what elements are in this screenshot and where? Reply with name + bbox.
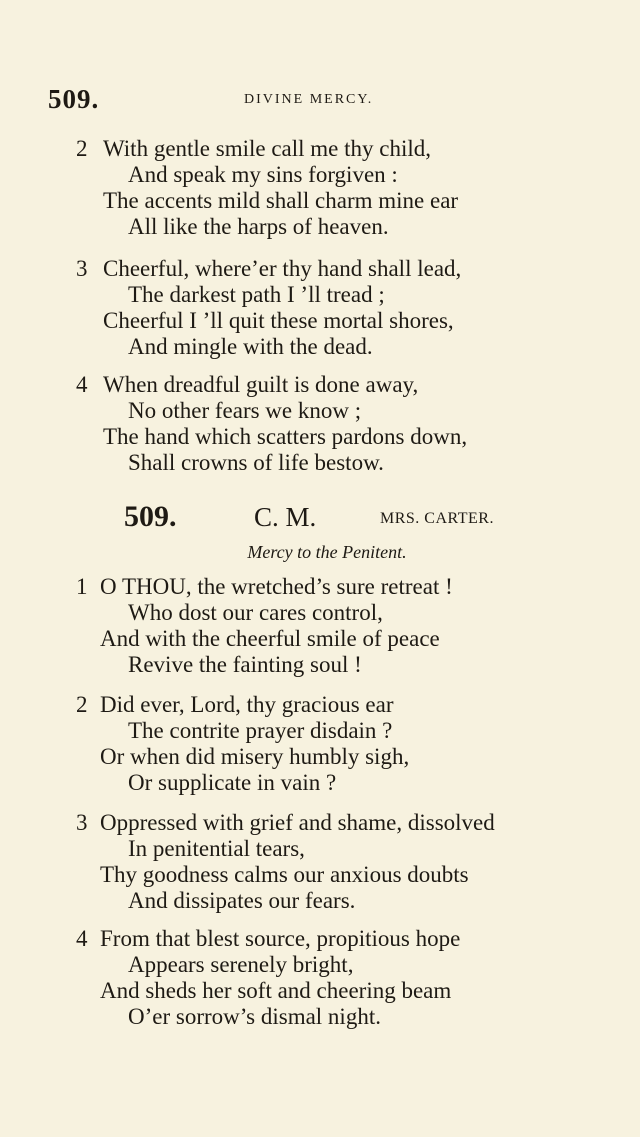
verse-line: With gentle smile call me thy child, xyxy=(103,136,432,161)
verse-line: Who dost our cares control, xyxy=(128,600,383,625)
verse-line: Or when did misery humbly sigh, xyxy=(100,744,410,769)
verse-line: Did ever, Lord, thy gracious ear xyxy=(100,692,394,717)
hymn-author: MRS. CARTER. xyxy=(380,510,494,527)
verse-line: All like the harps of heaven. xyxy=(128,214,389,239)
verse-line: The darkest path I ’ll tread ; xyxy=(128,282,385,307)
verse-line: Oppressed with grief and shame, dissolved xyxy=(100,810,495,835)
running-head-title: DIVINE MERCY. xyxy=(244,92,374,107)
stanza-number: 1 xyxy=(76,574,88,599)
stanza-number: 3 xyxy=(76,810,88,835)
verse-line: When dreadful guilt is done away, xyxy=(103,372,419,397)
verse-line: From that blest source, propitious hope xyxy=(100,926,461,951)
stanza-number: 4 xyxy=(76,926,88,951)
stanza-number: 2 xyxy=(76,136,88,161)
verse-line: Thy goodness calms our anxious doubts xyxy=(100,862,469,887)
stanza-number: 4 xyxy=(76,372,88,397)
stanza-number: 2 xyxy=(76,692,88,717)
verse-line: Appears serenely bright, xyxy=(128,952,354,977)
verse-line: The contrite prayer disdain ? xyxy=(128,718,393,743)
hymn-number: 509. xyxy=(124,500,177,533)
verse-line: And with the cheerful smile of peace xyxy=(100,626,440,651)
verse-line: O THOU, the wretched’s sure retreat ! xyxy=(100,574,453,599)
hymn-header xyxy=(0,500,640,540)
verse-line: The hand which scatters pardons down, xyxy=(103,424,468,449)
page-number: 509. xyxy=(48,84,100,114)
verse-line: In penitential tears, xyxy=(128,836,305,861)
hymn-meter: C. M. xyxy=(254,502,317,532)
stanza-number: 3 xyxy=(76,256,88,281)
verse-line: Cheerful, where’er thy hand shall lead, xyxy=(103,256,462,281)
verse-line: Revive the fainting soul ! xyxy=(128,652,362,677)
verse-line: Or supplicate in vain ? xyxy=(128,770,337,795)
verse-line: Cheerful I ’ll quit these mortal shores, xyxy=(103,308,454,333)
verse-line: O’er sorrow’s dismal night. xyxy=(128,1004,381,1029)
verse-line: And speak my sins forgiven : xyxy=(128,162,398,187)
verse-line: And dissipates our fears. xyxy=(128,888,356,913)
verse-line: No other fears we know ; xyxy=(128,398,362,423)
running-head xyxy=(48,84,608,118)
verse-line: Shall crowns of life bestow. xyxy=(128,450,384,475)
verse-line: And sheds her soft and cheering beam xyxy=(100,978,452,1003)
verse-line: And mingle with the dead. xyxy=(128,334,373,359)
verse-line: The accents mild shall charm mine ear xyxy=(103,188,459,213)
hymn-subtitle: Mercy to the Penitent. xyxy=(247,542,407,562)
